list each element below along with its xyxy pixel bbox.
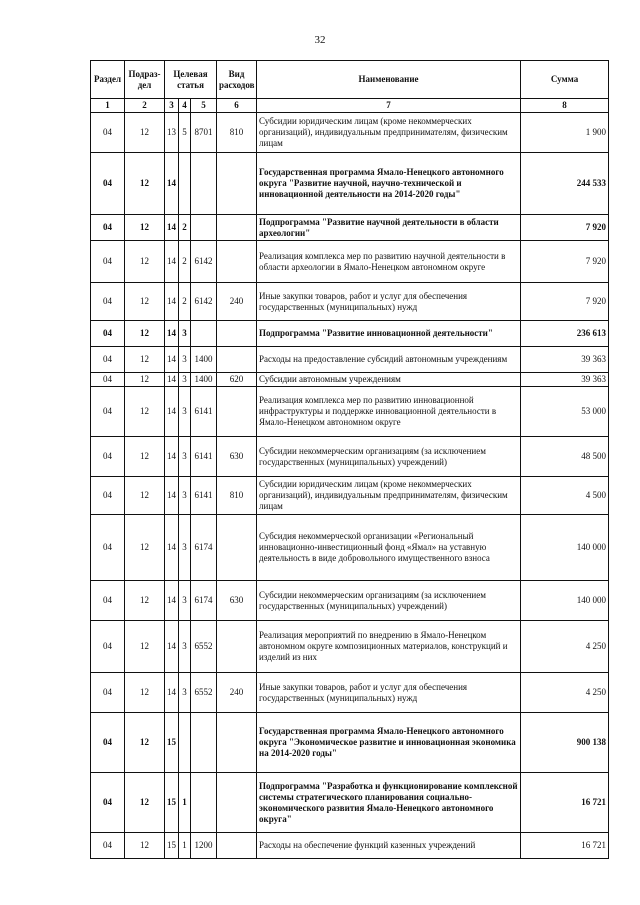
cell-razdel: 04: [91, 387, 125, 437]
cell-podrazdel: 12: [125, 347, 165, 373]
cell-sum: 236 613: [521, 321, 609, 347]
cell-name: Субсидии некоммерческим организациям (за исключением государственных (муниципальных) учреждений): [257, 581, 521, 621]
cell-expense-type: [217, 833, 257, 859]
cell-subprogram: 1: [179, 773, 191, 833]
table-row: [91, 283, 609, 321]
cell-program: 15: [165, 713, 179, 773]
cell-expense-type: [217, 321, 257, 347]
header-vid: Вид расходов: [217, 61, 257, 99]
column-number-row: [91, 99, 609, 113]
cell-podrazdel: 12: [125, 673, 165, 713]
cell-podrazdel: 12: [125, 515, 165, 581]
cell-razdel: 04: [91, 515, 125, 581]
cell-program: 14: [165, 581, 179, 621]
table-row: [91, 153, 609, 215]
cell-direction: 6142: [191, 283, 217, 321]
cell-expense-type: 630: [217, 581, 257, 621]
cell-program: 14: [165, 321, 179, 347]
cell-sum: 7 920: [521, 215, 609, 241]
cell-subprogram: 3: [179, 621, 191, 673]
cell-podrazdel: 12: [125, 477, 165, 515]
cell-direction: 1200: [191, 833, 217, 859]
cell-podrazdel: 12: [125, 773, 165, 833]
cell-expense-type: 810: [217, 477, 257, 515]
cell-podrazdel: 12: [125, 621, 165, 673]
table-row: [91, 347, 609, 373]
cell-program: 15: [165, 773, 179, 833]
cell-sum: 16 721: [521, 773, 609, 833]
cell-program: 14: [165, 621, 179, 673]
cell-program: 15: [165, 833, 179, 859]
cell-direction: [191, 215, 217, 241]
cell-razdel: 04: [91, 283, 125, 321]
header-row: [91, 61, 609, 99]
page-number: 32: [314, 34, 326, 46]
header-name: Наименование: [257, 61, 521, 99]
cell-name: Государственная программа Ямало-Ненецкого автономного округа "Экономическое развитие и инновационная экономика на 2014-2020 годы": [257, 713, 521, 773]
cell-sum: 4 250: [521, 673, 609, 713]
cell-name: Государственная программа Ямало-Ненецкого автономного округа "Развитие научной, научно-технической и инновационной деятельности на 2014-2020 годы": [257, 153, 521, 215]
cell-podrazdel: 12: [125, 713, 165, 773]
cell-razdel: 04: [91, 113, 125, 153]
cell-direction: 1400: [191, 347, 217, 373]
table-row: [91, 437, 609, 477]
header-razdel: Раздел: [91, 61, 125, 99]
col-number: 6: [217, 99, 257, 113]
cell-razdel: 04: [91, 833, 125, 859]
cell-subprogram: 3: [179, 673, 191, 713]
cell-subprogram: 1: [179, 833, 191, 859]
table-row: [91, 477, 609, 515]
cell-sum: 4 500: [521, 477, 609, 515]
table-row: [91, 673, 609, 713]
cell-direction: 6552: [191, 673, 217, 713]
header-target-article: Целевая статья: [165, 61, 217, 99]
cell-sum: 53 000: [521, 387, 609, 437]
table-row: [91, 113, 609, 153]
cell-direction: 6174: [191, 515, 217, 581]
cell-subprogram: 5: [179, 113, 191, 153]
header-podrazdel: Подраз-дел: [125, 61, 165, 99]
cell-sum: 140 000: [521, 581, 609, 621]
cell-program: 14: [165, 373, 179, 387]
cell-razdel: 04: [91, 153, 125, 215]
cell-name: Субсидия некоммерческой организации «Региональный инновационно-инвестиционный фонд «Ямал» на уставную деятельность в виде добровольного имущественного взноса: [257, 515, 521, 581]
header-sum: Сумма: [521, 61, 609, 99]
cell-razdel: 04: [91, 437, 125, 477]
cell-podrazdel: 12: [125, 387, 165, 437]
cell-expense-type: 810: [217, 113, 257, 153]
cell-name: Расходы на обеспечение функций казенных учреждений: [257, 833, 521, 859]
cell-razdel: 04: [91, 673, 125, 713]
cell-name: Реализация мероприятий по внедрению в Ямало-Ненецком автономном округе композиционных материалов, конструкций и изделий из них: [257, 621, 521, 673]
cell-sum: 39 363: [521, 373, 609, 387]
cell-podrazdel: 12: [125, 113, 165, 153]
cell-direction: 6141: [191, 387, 217, 437]
cell-program: 14: [165, 241, 179, 283]
cell-name: Реализация комплекса мер по развитию научной деятельности в области археологии в Ямало-Ненецком автономном округе: [257, 241, 521, 283]
cell-expense-type: [217, 387, 257, 437]
cell-subprogram: 2: [179, 283, 191, 321]
cell-expense-type: 630: [217, 437, 257, 477]
cell-expense-type: [217, 215, 257, 241]
cell-direction: 6141: [191, 477, 217, 515]
table-row: [91, 833, 609, 859]
col-number: 2: [125, 99, 165, 113]
cell-direction: 6552: [191, 621, 217, 673]
cell-name: Подпрограмма "Развитие научной деятельности в области археологии": [257, 215, 521, 241]
cell-name: Иные закупки товаров, работ и услуг для обеспечения государственных (муниципальных) нужд: [257, 283, 521, 321]
cell-razdel: 04: [91, 581, 125, 621]
table-row: [91, 321, 609, 347]
cell-expense-type: 240: [217, 283, 257, 321]
cell-name: Субсидии некоммерческим организациям (за исключением государственных (муниципальных) учреждений): [257, 437, 521, 477]
table-row: [91, 621, 609, 673]
cell-direction: 8701: [191, 113, 217, 153]
cell-program: 14: [165, 387, 179, 437]
cell-name: Подпрограмма "Разработка и функционирование комплексной системы стратегического планирования социально-экономического развития Ямало-Ненецкого автономного округа": [257, 773, 521, 833]
cell-expense-type: [217, 153, 257, 215]
cell-name: Субсидии юридическим лицам (кроме некоммерческих организаций), индивидуальным предпринимателям, физическим лицам: [257, 113, 521, 153]
cell-sum: 48 500: [521, 437, 609, 477]
cell-direction: [191, 773, 217, 833]
cell-expense-type: 620: [217, 373, 257, 387]
col-number: 7: [257, 99, 521, 113]
cell-name: Иные закупки товаров, работ и услуг для обеспечения государственных (муниципальных) нужд: [257, 673, 521, 713]
cell-expense-type: [217, 241, 257, 283]
cell-subprogram: 2: [179, 241, 191, 283]
cell-sum: 140 000: [521, 515, 609, 581]
cell-razdel: 04: [91, 215, 125, 241]
table-row: [91, 373, 609, 387]
cell-program: 14: [165, 437, 179, 477]
table-row: [91, 581, 609, 621]
col-number: 5: [191, 99, 217, 113]
cell-program: 14: [165, 347, 179, 373]
cell-subprogram: [179, 713, 191, 773]
cell-direction: 1400: [191, 373, 217, 387]
cell-name: Реализация комплекса мер по развитию инновационной инфраструктуры и поддержке инновационной деятельности в Ямало-Ненецком автономном округе: [257, 387, 521, 437]
cell-subprogram: 3: [179, 347, 191, 373]
cell-direction: 6141: [191, 437, 217, 477]
cell-razdel: 04: [91, 773, 125, 833]
cell-direction: [191, 321, 217, 347]
cell-direction: [191, 713, 217, 773]
cell-sum: 7 920: [521, 241, 609, 283]
cell-expense-type: [217, 713, 257, 773]
budget-table: [90, 60, 609, 859]
cell-program: 14: [165, 673, 179, 713]
cell-direction: [191, 153, 217, 215]
cell-expense-type: [217, 515, 257, 581]
cell-name: Субсидии юридическим лицам (кроме некоммерческих организаций), индивидуальным предпринимателям, физическим лицам: [257, 477, 521, 515]
cell-subprogram: 3: [179, 437, 191, 477]
cell-razdel: 04: [91, 373, 125, 387]
cell-expense-type: 240: [217, 673, 257, 713]
table-row: [91, 215, 609, 241]
cell-podrazdel: 12: [125, 581, 165, 621]
cell-program: 13: [165, 113, 179, 153]
cell-direction: 6142: [191, 241, 217, 283]
table-row: [91, 515, 609, 581]
col-number: 3: [165, 99, 179, 113]
cell-podrazdel: 12: [125, 437, 165, 477]
cell-sum: 900 138: [521, 713, 609, 773]
cell-sum: 7 920: [521, 283, 609, 321]
cell-razdel: 04: [91, 241, 125, 283]
cell-podrazdel: 12: [125, 215, 165, 241]
cell-program: 14: [165, 477, 179, 515]
cell-razdel: 04: [91, 477, 125, 515]
col-number: 1: [91, 99, 125, 113]
cell-sum: 4 250: [521, 621, 609, 673]
cell-sum: 244 533: [521, 153, 609, 215]
cell-name: Субсидии автономным учреждениям: [257, 373, 521, 387]
cell-subprogram: 3: [179, 373, 191, 387]
cell-subprogram: 3: [179, 321, 191, 347]
col-number: 8: [521, 99, 609, 113]
cell-subprogram: [179, 153, 191, 215]
table-row: [91, 241, 609, 283]
cell-podrazdel: 12: [125, 283, 165, 321]
cell-podrazdel: 12: [125, 833, 165, 859]
cell-podrazdel: 12: [125, 241, 165, 283]
cell-program: 14: [165, 153, 179, 215]
cell-sum: 16 721: [521, 833, 609, 859]
cell-subprogram: 3: [179, 387, 191, 437]
cell-subprogram: 3: [179, 477, 191, 515]
cell-razdel: 04: [91, 713, 125, 773]
table-row: [91, 773, 609, 833]
cell-podrazdel: 12: [125, 321, 165, 347]
cell-sum: 1 900: [521, 113, 609, 153]
cell-expense-type: [217, 621, 257, 673]
cell-program: 14: [165, 283, 179, 321]
cell-razdel: 04: [91, 621, 125, 673]
cell-expense-type: [217, 347, 257, 373]
cell-expense-type: [217, 773, 257, 833]
cell-razdel: 04: [91, 347, 125, 373]
table-row: [91, 387, 609, 437]
table-row: [91, 713, 609, 773]
cell-name: Подпрограмма "Развитие инновационной деятельности": [257, 321, 521, 347]
col-number: 4: [179, 99, 191, 113]
cell-razdel: 04: [91, 321, 125, 347]
cell-subprogram: 2: [179, 215, 191, 241]
cell-subprogram: 3: [179, 515, 191, 581]
cell-program: 14: [165, 215, 179, 241]
cell-sum: 39 363: [521, 347, 609, 373]
cell-subprogram: 3: [179, 581, 191, 621]
cell-program: 14: [165, 515, 179, 581]
cell-podrazdel: 12: [125, 373, 165, 387]
cell-direction: 6174: [191, 581, 217, 621]
cell-name: Расходы на предоставление субсидий автономным учреждениям: [257, 347, 521, 373]
cell-podrazdel: 12: [125, 153, 165, 215]
